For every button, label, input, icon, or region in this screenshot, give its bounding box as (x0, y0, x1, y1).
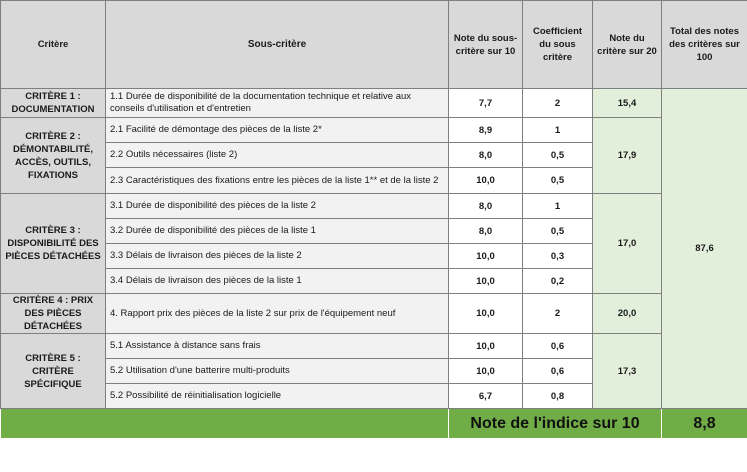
subcriterion-coef: 0,6 (523, 334, 593, 359)
header-row (1, 1, 747, 89)
subcriterion-score: 8,9 (449, 118, 523, 143)
subcriterion-label: 5.1 Assistance à distance sans frais (106, 334, 449, 359)
subcriterion-score: 8,0 (449, 143, 523, 168)
criterion-3-note: 17,0 (593, 194, 662, 294)
table-row (1, 118, 747, 143)
header-sous-critere: Sous-critère (106, 1, 449, 89)
subcriterion-score: 10,0 (449, 244, 523, 269)
subcriterion-label: 3.3 Délais de livraison des pièces de la liste 2 (106, 244, 449, 269)
subcriterion-score: 7,7 (449, 89, 523, 118)
subcriterion-coef: 1 (523, 194, 593, 219)
subcriterion-coef: 2 (523, 294, 593, 334)
criterion-4-note: 20,0 (593, 294, 662, 334)
subcriterion-label: 1.1 Durée de disponibilité de la documentation technique et relative aux conseils d'utilisation et d'entretien (106, 89, 449, 118)
table-row (1, 89, 747, 118)
subcriterion-coef: 0,5 (523, 219, 593, 244)
subcriterion-label: 3.4 Délais de livraison des pièces de la liste 1 (106, 269, 449, 294)
header-note-critere: Note du critère sur 20 (593, 1, 662, 89)
subcriterion-label: 2.1 Facilité de démontage des pièces de la liste 2* (106, 118, 449, 143)
subcriterion-score: 10,0 (449, 269, 523, 294)
header-total: Total des notes des critères sur 100 (662, 1, 747, 89)
footer-value: 8,8 (662, 409, 747, 439)
footer-row (1, 409, 747, 439)
subcriterion-coef: 0,5 (523, 168, 593, 194)
criterion-2-note: 17,9 (593, 118, 662, 194)
subcriterion-label: 5.2 Utilisation d'une batterire multi-produits (106, 359, 449, 384)
criterion-2-name: CRITÈRE 2 : DÉMONTABILITÉ, ACCÈS, OUTILS, FIXATIONS (1, 118, 106, 194)
criterion-1-note: 15,4 (593, 89, 662, 118)
table-row (1, 294, 747, 334)
subcriterion-label: 4. Rapport prix des pièces de la liste 2 sur prix de l'équipement neuf (106, 294, 449, 334)
criterion-3-name: CRITÈRE 3 : DISPONIBILITÉ DES PIÈCES DÉTACHÉES (1, 194, 106, 294)
subcriterion-label: 5.2 Possibilité de réinitialisation logicielle (106, 384, 449, 409)
footer-label: Note de l'indice sur 10 (449, 409, 662, 439)
table-row (1, 194, 747, 219)
subcriterion-score: 10,0 (449, 168, 523, 194)
criterion-5-name: CRITÈRE 5 : CRITÈRE SPÉCIFIQUE (1, 334, 106, 409)
subcriterion-coef: 0,3 (523, 244, 593, 269)
subcriterion-coef: 0,6 (523, 359, 593, 384)
subcriterion-label: 2.3 Caractéristiques des fixations entre les pièces de la liste 1** et de la liste 2 (106, 168, 449, 194)
header-coefficient: Coefficient du sous critère (523, 1, 593, 89)
subcriterion-coef: 1 (523, 118, 593, 143)
subcriterion-score: 8,0 (449, 219, 523, 244)
subcriterion-coef: 2 (523, 89, 593, 118)
subcriterion-coef: 0,8 (523, 384, 593, 409)
subcriterion-coef: 0,5 (523, 143, 593, 168)
footer-spacer (1, 409, 449, 439)
subcriterion-score: 6,7 (449, 384, 523, 409)
subcriterion-score: 10,0 (449, 359, 523, 384)
subcriterion-score: 8,0 (449, 194, 523, 219)
criterion-4-name: CRITÈRE 4 : PRIX DES PIÈCES DÉTACHÉES (1, 294, 106, 334)
subcriterion-score: 10,0 (449, 334, 523, 359)
subcriterion-coef: 0,2 (523, 269, 593, 294)
header-note-sous-critere: Note du sous-critère sur 10 (449, 1, 523, 89)
subcriterion-label: 3.1 Durée de disponibilité des pièces de la liste 2 (106, 194, 449, 219)
table-row (1, 334, 747, 359)
total-value: 87,6 (662, 89, 747, 409)
header-critere: Critère (1, 1, 106, 89)
criterion-5-note: 17,3 (593, 334, 662, 409)
subcriterion-label: 2.2 Outils nécessaires (liste 2) (106, 143, 449, 168)
criterion-1-name: CRITÈRE 1 : DOCUMENTATION (1, 89, 106, 118)
subcriterion-score: 10,0 (449, 294, 523, 334)
subcriterion-label: 3.2 Durée de disponibilité des pièces de la liste 1 (106, 219, 449, 244)
